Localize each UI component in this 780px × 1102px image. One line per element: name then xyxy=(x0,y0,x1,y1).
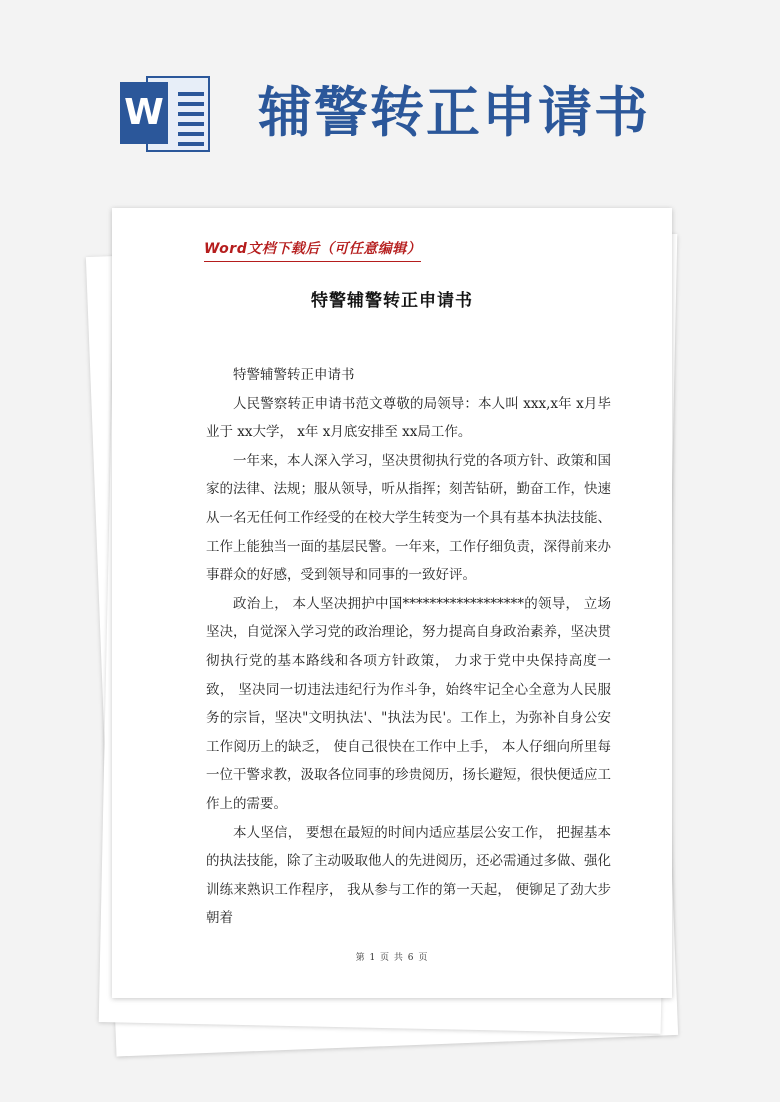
header-title: 辅警转正申请书 xyxy=(258,81,650,144)
word-doc-icon xyxy=(120,72,212,156)
header-banner xyxy=(0,0,780,205)
body-paragraph: 特警辅警转正申请书 xyxy=(233,367,355,383)
body-paragraph: 政治上， 本人坚决拥护中国******************的领导， 立场坚决，自觉深入学习党的政治理论，努力提高自身政治素养，坚决贯彻执行党的基本路线和各项方针政策， 力求于党中央保持高度一致， 坚决同一切违法违纪行为作斗争，始终牢记全心全意为人民服务的宗旨，坚决"文明执法'、"执法为民'。工作上，为弥补自身公安工作阅历上的缺乏， 使自己很快在工作中上手， 本人仔细向所里每一位干警求教，汲取各位同事的珍贵阅历，扬长避短，很快便适应工作上的需要。 xyxy=(206,595,611,812)
document-title: 特警辅警转正申请书 xyxy=(311,291,473,311)
body-paragraph: 本人坚信， 要想在最短的时间内适应基层公安工作， 把握基本的执法技能，除了主动吸取他人的先进阅历，还必需通过多做、强化训练来熟识工作程序， 我从参与工作的第一天起， 便铆足了劲大步朝着 xyxy=(206,824,611,927)
body-paragraph: 一年来，本人深入学习，坚决贯彻执行党的各项方针、政策和国家的法律、法规；服从领导，听从指挥；刻苦钻研，勤奋工作，快速从一名无任何工作经受的在校大学生转变为一个具有基本执法技能、工作上能独当一面的基层民警。一年来，工作仔细负责，深得前来办事群众的好感，受到领导和同事的一致好评。 xyxy=(206,452,611,584)
word-icon-letter: W xyxy=(120,82,168,144)
download-stamp: Word文档下载后（可任意编辑） xyxy=(204,238,421,262)
body-paragraph: 人民警察转正申请书范文尊敬的局领导：本人叫 xxx,x年 x月毕业于 xx大学， x年 x月底安排至 xx局工作。 xyxy=(206,395,611,441)
document-body xyxy=(206,361,611,933)
document-page xyxy=(112,208,672,998)
page-footer: 第 1 页 共 6 页 xyxy=(355,953,429,963)
